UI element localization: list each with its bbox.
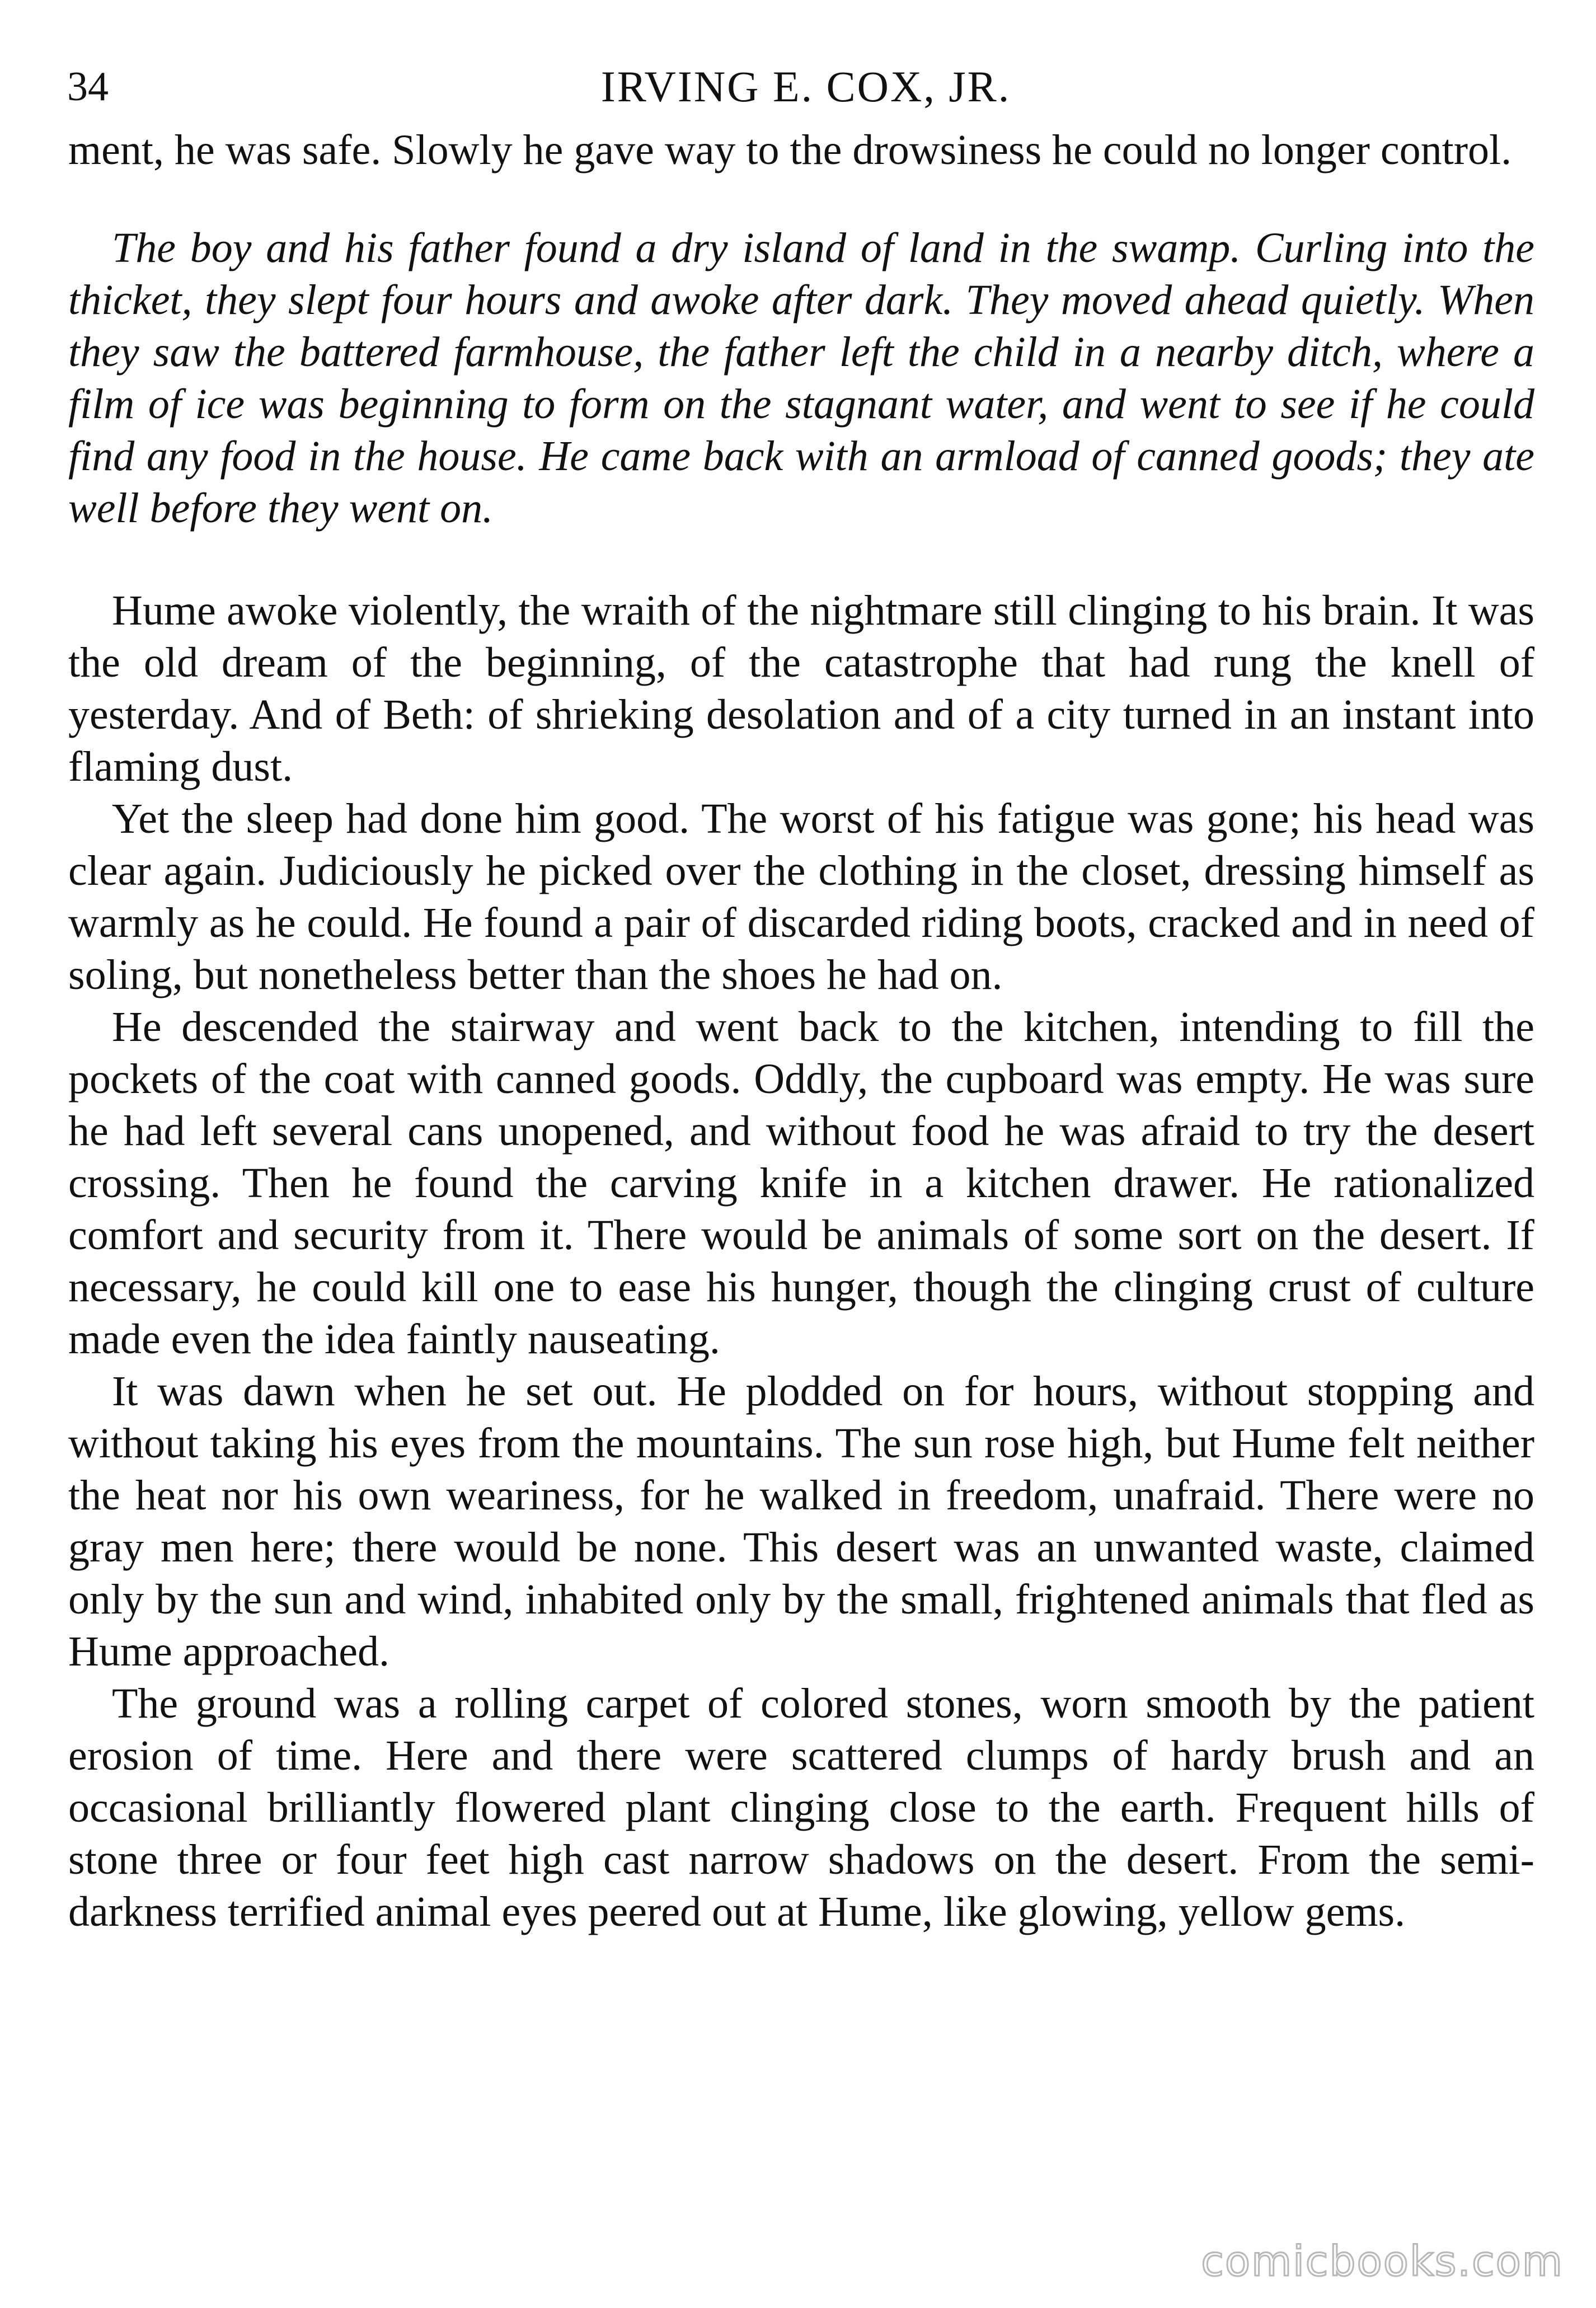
paragraph: Yet the sleep had done him good. The worst of his fatigue was gone; his head was clear again. Judiciously he picked over the clothing in the closet, dressing himself as warmly as he could. He found a pair of discarded riding boots, cracked and in need of soling, but nonetheless better than the shoes he had on. xyxy=(68,795,1534,998)
watermark: comicbooks.com xyxy=(1201,2237,1564,2286)
body-text xyxy=(68,124,1534,1938)
paragraph: The ground was a rolling carpet of colored stones, worn smooth by the patient erosion of time. Here and there were scattered clumps of hardy brush and an occasional brilliantly flowered plant clinging close to the earth. Frequent hills of stone three or four feet high cast narrow shadows on the desert. From the semi-darkness terrified animal eyes peered out at Hume, like glowing, yellow gems. xyxy=(68,1680,1534,1935)
paragraph: It was dawn when he set out. He plodded on for hours, without stopping and without taking his eyes from the mountains. The sun rose high, but Hume felt neither the heat nor his own weariness, for he walked in freedom, unafraid. There were no gray men here; there would be none. This desert was an unwanted waste, claimed only by the sun and wind, inhabited only by the small, frightened animals that fled as Hume approached. xyxy=(68,1368,1534,1675)
running-head: IRVING E. COX, JR. xyxy=(600,62,1011,111)
paragraph-dream-italic: The boy and his father found a dry island of land in the swamp. Curling into the thicket, they slept four hours and awoke after dark. They moved ahead quietly. When they saw the battered farmhouse, the father left the child in a nearby ditch, where a film of ice was beginning to form on the stagnant water, and went to see if he could find any food in the house. He came back with an armload of canned goods; they ate well before they went on. xyxy=(68,224,1534,532)
paragraph-continued: ment, he was safe. Slowly he gave way to the drowsiness he could no longer control. xyxy=(68,126,1512,173)
paragraph: He descended the stairway and went back to the kitchen, intending to fill the pockets of the coat with canned goods. Oddly, the cupboard was empty. He was sure he had left several cans unopened, and without food he was afraid to try the desert crossing. Then he found the carving knife in a kitchen drawer. He rationalized comfort and security from it. There would be animals of some sort on the desert. If necessary, he could kill one to ease his hunger, though the clinging crust of culture made even the idea faintly nauseating. xyxy=(68,1003,1534,1363)
page-header xyxy=(67,59,1545,120)
paragraph: Hume awoke violently, the wraith of the nightmare still clinging to his brain. It was the old dream of the beginning, of the catastrophe that had rung the knell of yesterday. And of Beth: of shrieking desolation and of a city turned in an instant into flaming dust. xyxy=(68,587,1534,790)
page-number: 34 xyxy=(67,64,109,110)
